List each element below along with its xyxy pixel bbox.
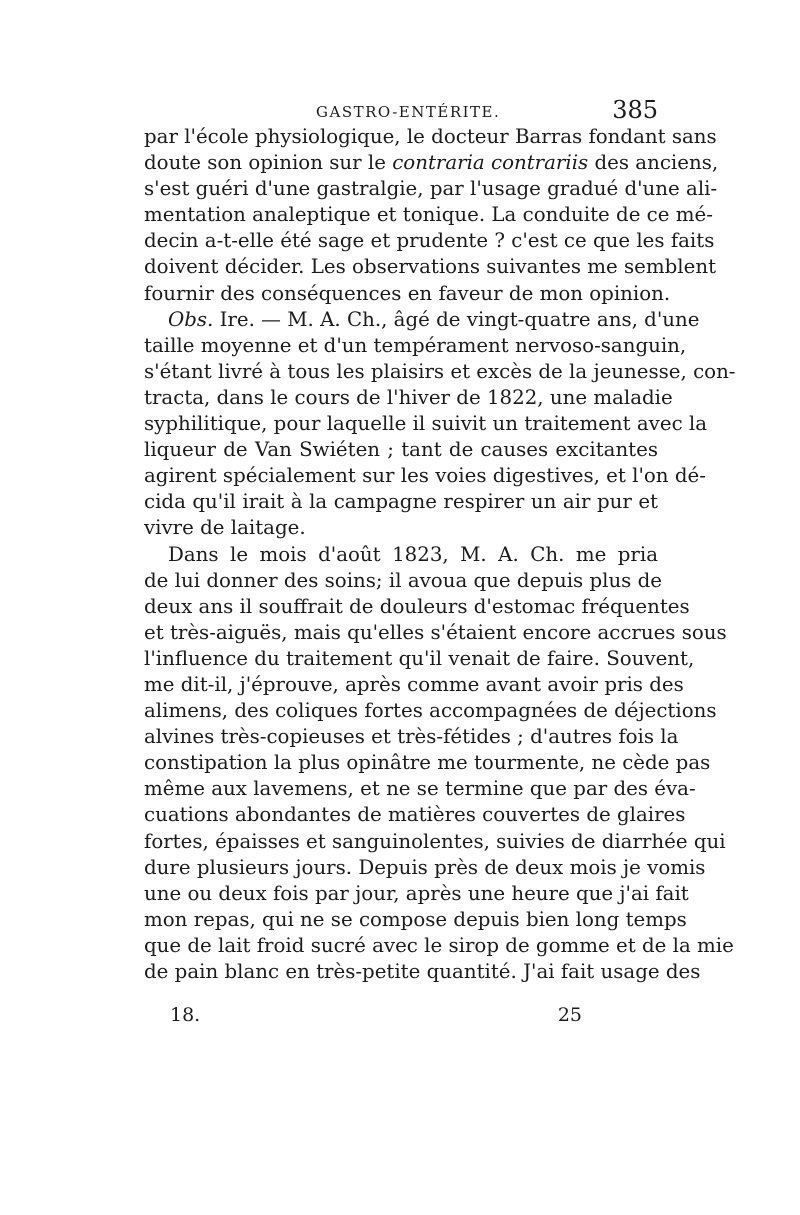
text-line-13: liqueur de Van Swiéten ; tant de causes excitantes	[144, 438, 658, 462]
text-line-2-start: doute son opinion sur le	[144, 151, 386, 175]
text-line-22: me dit-il, j'éprouve, après comme avant avoir pris des	[144, 672, 684, 696]
text-line-17: Dans le mois d'août 1823, M. A. Ch. me pria	[168, 542, 658, 566]
gathering-mark: 25	[557, 1004, 582, 1026]
text-line-9: taille moyenne et d'un tempérament nervoso-sanguin,	[144, 333, 687, 357]
text-line-4: mentation analeptique et tonique. La conduite de ce mé-	[144, 203, 713, 227]
text-line-2-end: des anciens,	[594, 151, 719, 175]
text-line-7: fournir des conséquences en faveur de mon opinion.	[144, 281, 671, 305]
body-text	[144, 124, 736, 985]
signature-mark: 18.	[170, 1004, 201, 1026]
obs-label: Obs.	[168, 307, 214, 331]
text-line-25: constipation la plus opinâtre me tourmente, ne cède pas	[144, 751, 711, 775]
text-line-2	[144, 150, 719, 176]
text-line-32: que de lait froid sucré avec le sirop de gomme et de la mie	[144, 933, 734, 957]
text-line-20: et très-aiguës, mais qu'elles s'étaient encore accrues sous	[144, 620, 727, 644]
text-line-30: une ou deux fois par jour, après une heure que j'ai fait	[144, 881, 689, 905]
obs-text: . — M. A. Ch., âgé de vingt-quatre ans, d'une	[248, 307, 700, 331]
running-title: GASTRO-ENTÉRITE.	[316, 103, 501, 121]
text-line-28: fortes, épaisses et sanguinolentes, suivies de diarrhée qui	[144, 829, 726, 853]
text-line-24: alvines très-copieuses et très-fétides ; d'autres fois la	[144, 725, 679, 749]
text-line-10: s'étant livré à tous les plaisirs et excès de la jeunesse, con-	[144, 359, 736, 383]
text-line-23: alimens, des coliques fortes accompagnées de déjections	[144, 699, 717, 723]
text-line-29: dure plusieurs jours. Depuis près de deux mois je vomis	[144, 855, 706, 879]
obs-number: Ire	[219, 307, 249, 331]
text-line-26: même aux lavemens, et ne se termine que par des éva-	[144, 777, 696, 801]
text-line-5: decin a-t-elle été sage et prudente ? c'est ce que les faits	[144, 229, 715, 253]
page-number: 385	[612, 96, 658, 124]
text-line-18: de lui donner des soins; il avoua que depuis plus de	[144, 568, 662, 592]
page-footer	[170, 1004, 582, 1034]
text-line-16: vivre de laitage.	[144, 516, 306, 540]
text-line-19: deux ans il souffrait de douleurs d'estomac fréquentes	[144, 594, 690, 618]
text-line-15: cida qu'il irait à la campagne respirer un air pur et	[144, 490, 658, 514]
text-line-21: l'influence du traitement qu'il venait de faire. Souvent,	[144, 646, 695, 670]
text-line-14: agirent spécialement sur les voies digestives, et l'on dé-	[144, 464, 706, 488]
text-line-27: cuations abondantes de matières couvertes de glaires	[144, 803, 686, 827]
text-line-33: de pain blanc en très-petite quantité. J'ai fait usage des	[144, 960, 701, 983]
text-line-12: syphilitique, pour laquelle il suivit un traitement avec la	[144, 412, 708, 436]
text-line-1: par l'école physiologique, le docteur Barras fondant sans	[144, 125, 717, 148]
latin-phrase: contraria contrariis	[392, 151, 589, 175]
text-line-6: doivent décider. Les observations suivantes me semblent	[144, 255, 717, 279]
observation-heading-line	[144, 307, 700, 333]
text-line-31: mon repas, qui ne se compose depuis bien long temps	[144, 907, 687, 931]
text-line-11: tracta, dans le cours de l'hiver de 1822, une maladie	[144, 385, 673, 409]
text-line-3: s'est guéri d'une gastralgie, par l'usage gradué d'une ali-	[144, 177, 718, 201]
